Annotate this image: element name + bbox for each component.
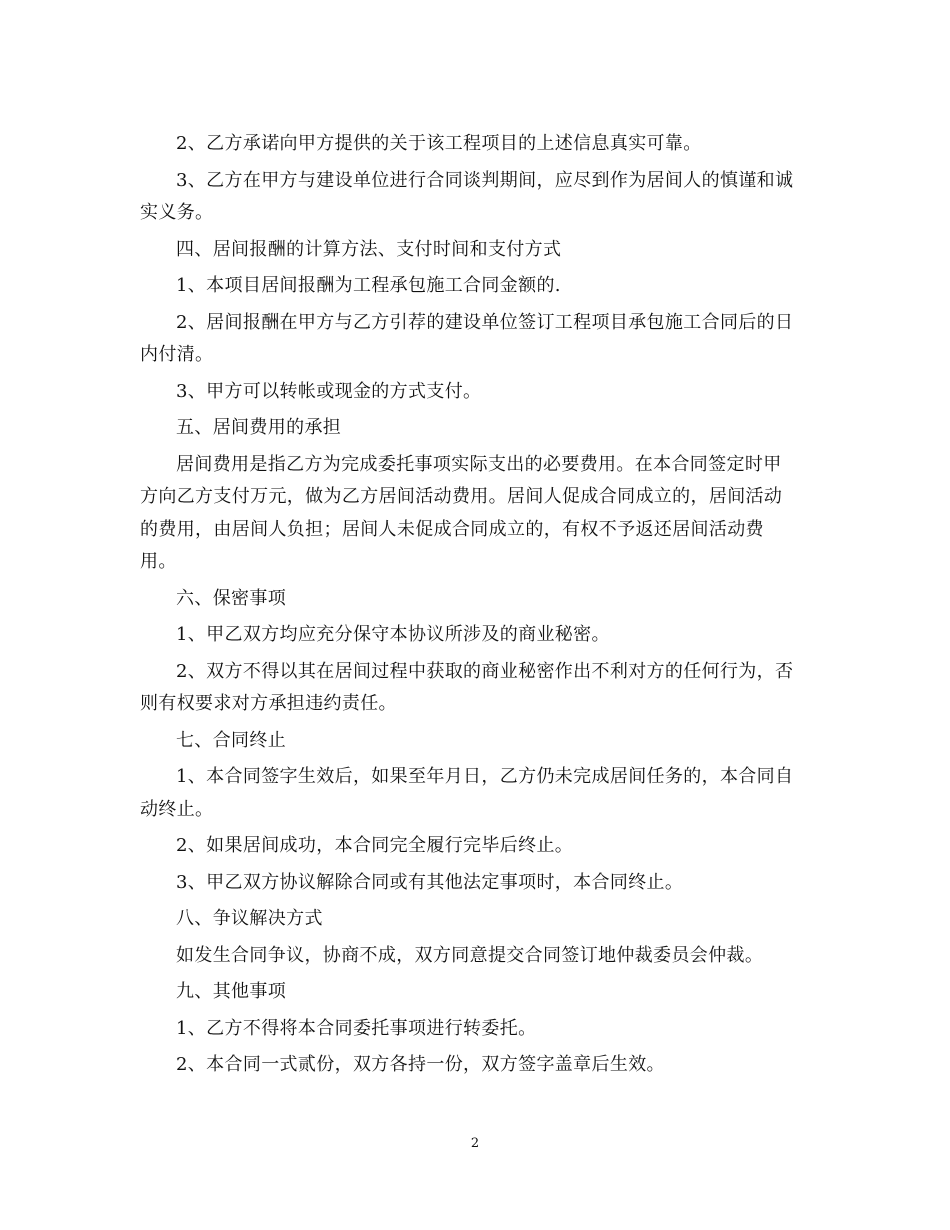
paragraph-line: 2、乙方承诺向甲方提供的关于该工程项目的上述信息真实可靠。 bbox=[176, 133, 702, 154]
paragraph bbox=[140, 867, 812, 900]
paragraph bbox=[140, 1049, 812, 1082]
paragraph bbox=[140, 307, 812, 372]
paragraph-line: 居间费用是指乙方为完成委托事项实际支出的必要费用。在本合同签定时甲 bbox=[176, 453, 782, 475]
paragraph-line: 1、甲乙双方均应充分保守本协议所涉及的商业秘密。 bbox=[176, 624, 610, 645]
paragraph bbox=[140, 940, 812, 973]
paragraph bbox=[140, 1013, 812, 1046]
paragraph bbox=[140, 830, 812, 863]
paragraph bbox=[140, 583, 812, 616]
paragraph-line: 1、乙方不得将本合同委托事项进行转委托。 bbox=[176, 1017, 537, 1039]
paragraph bbox=[140, 270, 812, 303]
paragraph bbox=[140, 725, 812, 758]
paragraph-line: 六、保密事项 bbox=[176, 587, 287, 609]
paragraph bbox=[140, 761, 812, 826]
paragraph-line: 八、争议解决方式 bbox=[176, 908, 323, 929]
paragraph bbox=[140, 656, 812, 721]
paragraph bbox=[140, 128, 812, 161]
paragraph-line: 如发生合同争议，协商不成，双方同意提交合同签订地仲裁委员会仲裁。 bbox=[176, 944, 764, 966]
paragraph-line: 实义务。 bbox=[140, 202, 214, 223]
paragraph bbox=[140, 234, 812, 267]
paragraph bbox=[140, 976, 812, 1009]
paragraph bbox=[140, 903, 812, 936]
paragraph bbox=[140, 619, 812, 652]
paragraph-line: 1、本合同签字生效后，如果至年月日，乙方仍未完成居间任务的，本合同自 bbox=[176, 766, 794, 787]
document-body bbox=[140, 128, 812, 1086]
paragraph bbox=[140, 412, 812, 445]
paragraph bbox=[140, 376, 812, 409]
paragraph-line: 3、乙方在甲方与建设单位进行合同谈判期间，应尽到作为居间人的慎谨和诚 bbox=[176, 169, 794, 191]
paragraph bbox=[140, 165, 812, 230]
paragraph-line: 3、甲乙双方协议解除合同或有其他法定事项时，本合同终止。 bbox=[176, 871, 684, 893]
paragraph-line: 四、居间报酬的计算方法、支付时间和支付方式 bbox=[176, 238, 562, 260]
paragraph bbox=[140, 449, 812, 579]
paragraph-line: 七、合同终止 bbox=[176, 729, 287, 751]
paragraph-line: 则有权要求对方承担违约责任。 bbox=[140, 693, 397, 714]
paragraph-line: 方向乙方支付万元，做为乙方居间活动费用。居间人促成合同成立的，居间活动 bbox=[140, 486, 783, 507]
paragraph-line: 1、本项目居间报酬为工程承包施工合同金额的. bbox=[176, 275, 561, 296]
paragraph-line: 动终止。 bbox=[140, 798, 214, 820]
paragraph-line: 的费用，由居间人负担；居间人未促成合同成立的，有权不予返还居间活动费 bbox=[140, 518, 764, 540]
paragraph-line: 内付清。 bbox=[140, 344, 214, 365]
paragraph-line: 2、如果居间成功，本合同完全履行完毕后终止。 bbox=[176, 835, 574, 856]
paragraph-line: 3、甲方可以转帐或现金的方式支付。 bbox=[176, 380, 482, 402]
paragraph-line: 五、居间费用的承担 bbox=[176, 417, 342, 438]
paragraph-line: 2、双方不得以其在居间过程中获取的商业秘密作出不利对方的任何行为，否 bbox=[176, 660, 794, 682]
paragraph-line: 2、本合同一式贰份，双方各持一份，双方签字盖章后生效。 bbox=[176, 1054, 665, 1075]
page-number: 2 bbox=[470, 1136, 480, 1151]
paragraph-line: 2、居间报酬在甲方与乙方引荐的建设单位签订工程项目承包施工合同后的日 bbox=[176, 311, 794, 333]
paragraph-line: 九、其他事项 bbox=[176, 981, 287, 1002]
paragraph-line: 用。 bbox=[140, 551, 177, 572]
